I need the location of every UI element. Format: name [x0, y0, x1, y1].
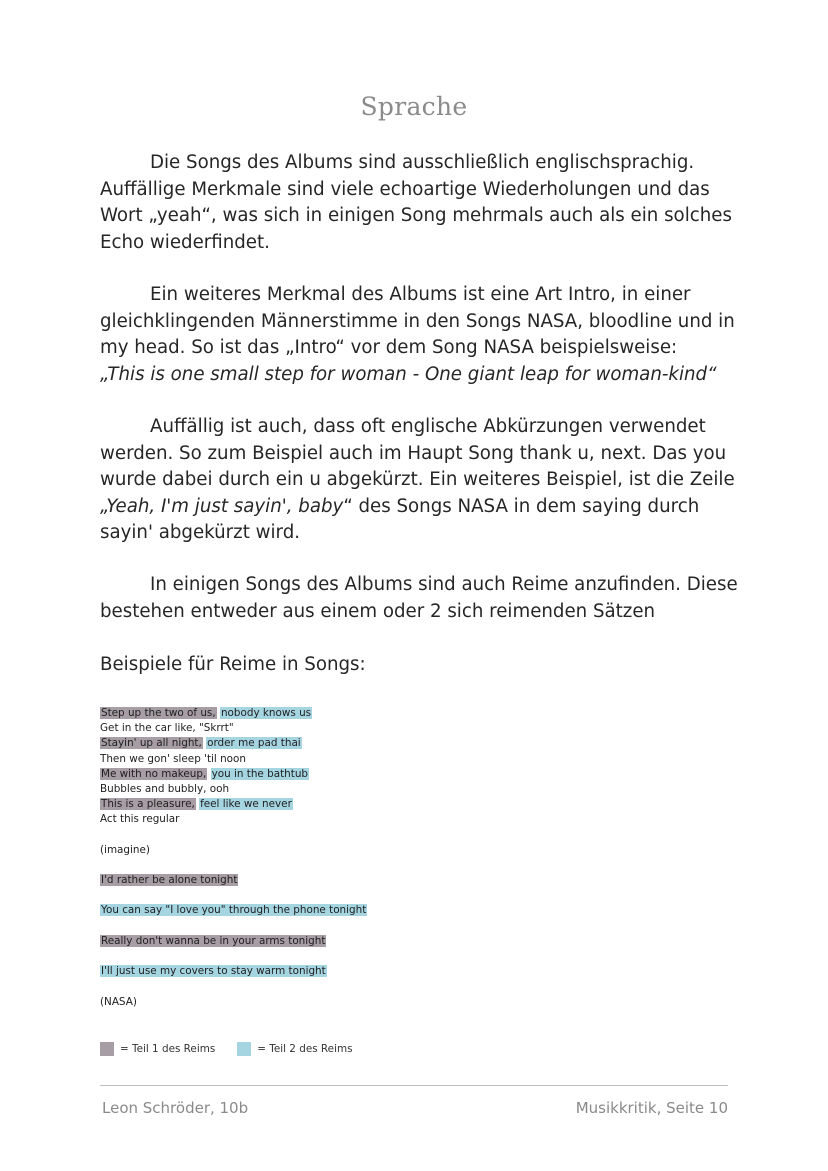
nasa-quote: „Yeah, I'm just sayin', baby [100, 495, 344, 517]
paragraph-3 [100, 414, 740, 547]
examples-heading-block [100, 652, 740, 679]
lyric-line [100, 736, 367, 751]
lyric-line [100, 767, 367, 782]
footer-divider [100, 1085, 728, 1086]
legend-item-part-1 [100, 1042, 215, 1056]
lyric-line: Then we gon' sleep 'til noon [100, 752, 246, 765]
examples-heading: Beispiele für Reime in Songs: [100, 654, 366, 675]
footer-author: Leon Schröder, 10b [102, 1099, 249, 1117]
footer-page-info: Musikkritik, Seite 10 [575, 1099, 728, 1117]
rhyme-part-2: order me pad thai [207, 737, 301, 750]
lyric-line: Act this regular [100, 813, 180, 826]
rhyme-part-1: Step up the two of us, [101, 707, 216, 719]
rhyme-part-2: nobody knows us [220, 707, 312, 719]
rhyme-part-2: feel like we never [200, 798, 292, 811]
rhyme-part-1: This is a pleasure, [101, 798, 195, 811]
lyric-line [100, 903, 367, 918]
legend-label-part-2: = Teil 2 des Reims [257, 1043, 353, 1055]
rhyme-part-1: Me with no makeup, [101, 767, 207, 780]
lyric-line [100, 797, 367, 812]
paragraph-3-part-a: Auffällig ist auch, dass oft englische Abkürzungen verwendet werden. So zum Beispiel auch im Haupt Song thank u, next. Das you wurde dabei durch ein u abgekürzt. Ein weiteres Beispiel, ist die Zeile [100, 416, 735, 491]
paragraph-4-text: In einigen Songs des Albums sind auch Reime anzufinden. Diese bestehen entweder aus einem oder 2 sich reimenden Sätzen [100, 574, 738, 622]
paragraph-2-body: Ein weiteres Merkmal des Albums ist eine Art Intro, in einer gleichklingenden Männerstimme in den Songs NASA, bloodline und in my head. So ist das „Intro“ vor dem Song NASA beispielsweise: [100, 284, 735, 359]
paragraph-2 [100, 282, 740, 388]
legend-swatch-part-1 [100, 1042, 114, 1056]
paragraph-1 [100, 150, 740, 256]
song-source: (imagine) [100, 843, 150, 856]
paragraph-3-text [100, 414, 740, 547]
lyrics-block [100, 706, 367, 1010]
rhyme-part-1: Really don't wanna be in your arms tonight [101, 934, 326, 947]
lyric-line [100, 873, 367, 888]
lyric-line: Get in the car like, "Skrrt" [100, 722, 234, 735]
lyric-line: Bubbles and bubbly, ooh [100, 782, 230, 795]
legend-label-part-1: = Teil 1 des Reims [120, 1043, 216, 1055]
paragraph-1-text: Die Songs des Albums sind ausschließlich englischsprachig. Auffällige Merkmale sind viele echoartige Wiederholungen und das Wort „yeah“, was sich in einigen Song mehrmals auch als ein solches Echo wiederfindet. [100, 152, 732, 253]
rhyme-part-2: I'll just use my covers to stay warm tonight [101, 965, 326, 978]
lyric-line [100, 706, 367, 721]
intro-quote: „This is one small step for woman - One giant leap for woman-kind“ [100, 363, 717, 385]
legend-swatch-part-2 [237, 1042, 251, 1056]
rhyme-part-1: I'd rather be alone tonight [101, 874, 238, 887]
legend-item-part-2 [237, 1042, 352, 1056]
paragraph-3-part-b: “ des Songs NASA in dem saying durch sayin' abgekürzt wird. [100, 495, 700, 544]
lyric-line [100, 934, 367, 949]
song-source: (NASA) [100, 995, 137, 1008]
rhyme-part-1: Stayin' up all night, [101, 737, 202, 750]
legend [100, 1042, 375, 1056]
paragraph-2-text [100, 282, 740, 388]
rhyme-part-2: you in the bathtub [211, 767, 308, 780]
section-heading: Sprache [360, 92, 468, 121]
lyric-line [100, 964, 367, 979]
paragraph-4 [100, 572, 740, 625]
rhyme-part-2: You can say "I love you" through the phone tonight [101, 904, 367, 917]
